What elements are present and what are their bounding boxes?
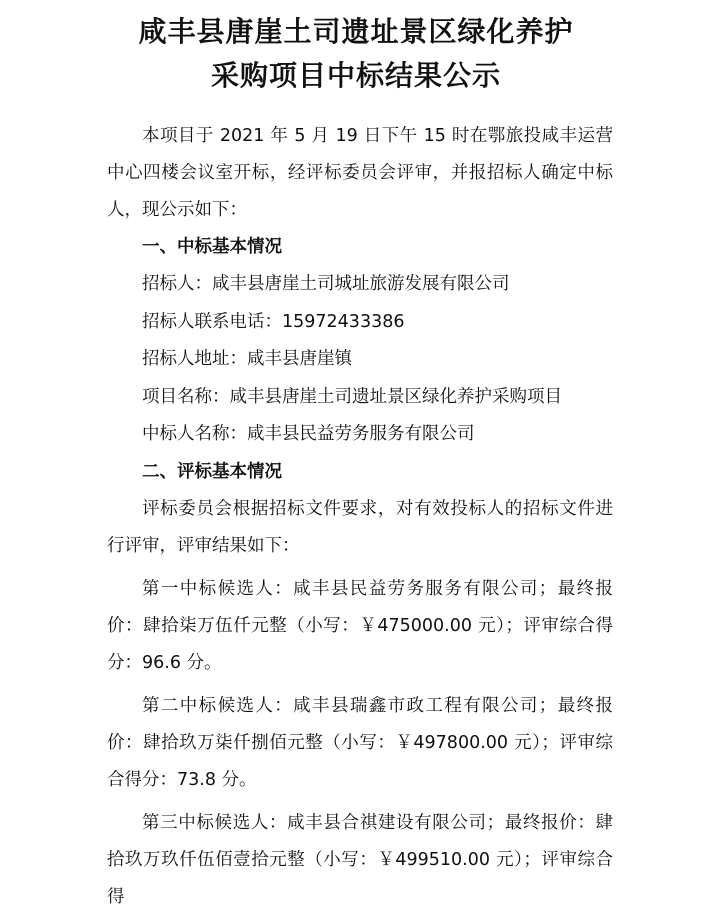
intro-paragraph: 本项目于 2021 年 5 月 19 日下午 15 时在鄂旅投咸丰运营中心四楼会议室开标，经评标委员会评审，并报招标人确定中标人，现公示如下：	[107, 126, 613, 220]
field-winner-name: 中标人名称：咸丰县民益劳务服务有限公司	[142, 424, 475, 444]
candidate-1: 第一中标候选人：咸丰县民益劳务服务有限公司；最终报价：肆拾柒万伍仟元整（小写：￥475000.00 元）；评审综合得分：96.6 分。	[107, 578, 613, 673]
candidate-3: 第三中标候选人：咸丰县合祺建设有限公司；最终报价：肆拾玖万玖仟伍佰壹拾元整（小写：￥499510.00 元）；评审综合得	[107, 812, 613, 907]
field-tenderer: 招标人：咸丰县唐崖土司城址旅游发展有限公司	[142, 274, 510, 294]
field-project-name: 项目名称：咸丰县唐崖土司遗址景区绿化养护采购项目	[142, 386, 562, 407]
title-line-2: 采购项目中标结果公示	[210, 59, 501, 92]
field-tenderer-phone: 招标人联系电话：15972433386	[142, 311, 405, 332]
field-tenderer-address: 招标人地址：咸丰县唐崖镇	[142, 349, 352, 369]
title-block	[79, 10, 633, 98]
section-2-heading: 二、评标基本情况	[142, 461, 282, 482]
title-line-1: 咸丰县唐崖土司遗址景区绿化养护	[138, 15, 574, 48]
candidate-2: 第二中标候选人：咸丰县瑞鑫市政工程有限公司；最终报价：肆拾玖万柒仟捌佰元整（小写：￥497800.00 元）；评审综合得分：73.8 分。	[107, 695, 613, 790]
section-1-heading: 一、中标基本情况	[142, 237, 282, 257]
evaluation-intro: 评标委员会根据招标文件要求，对有效投标人的招标文件进行评审，评审结果如下：	[107, 498, 613, 556]
